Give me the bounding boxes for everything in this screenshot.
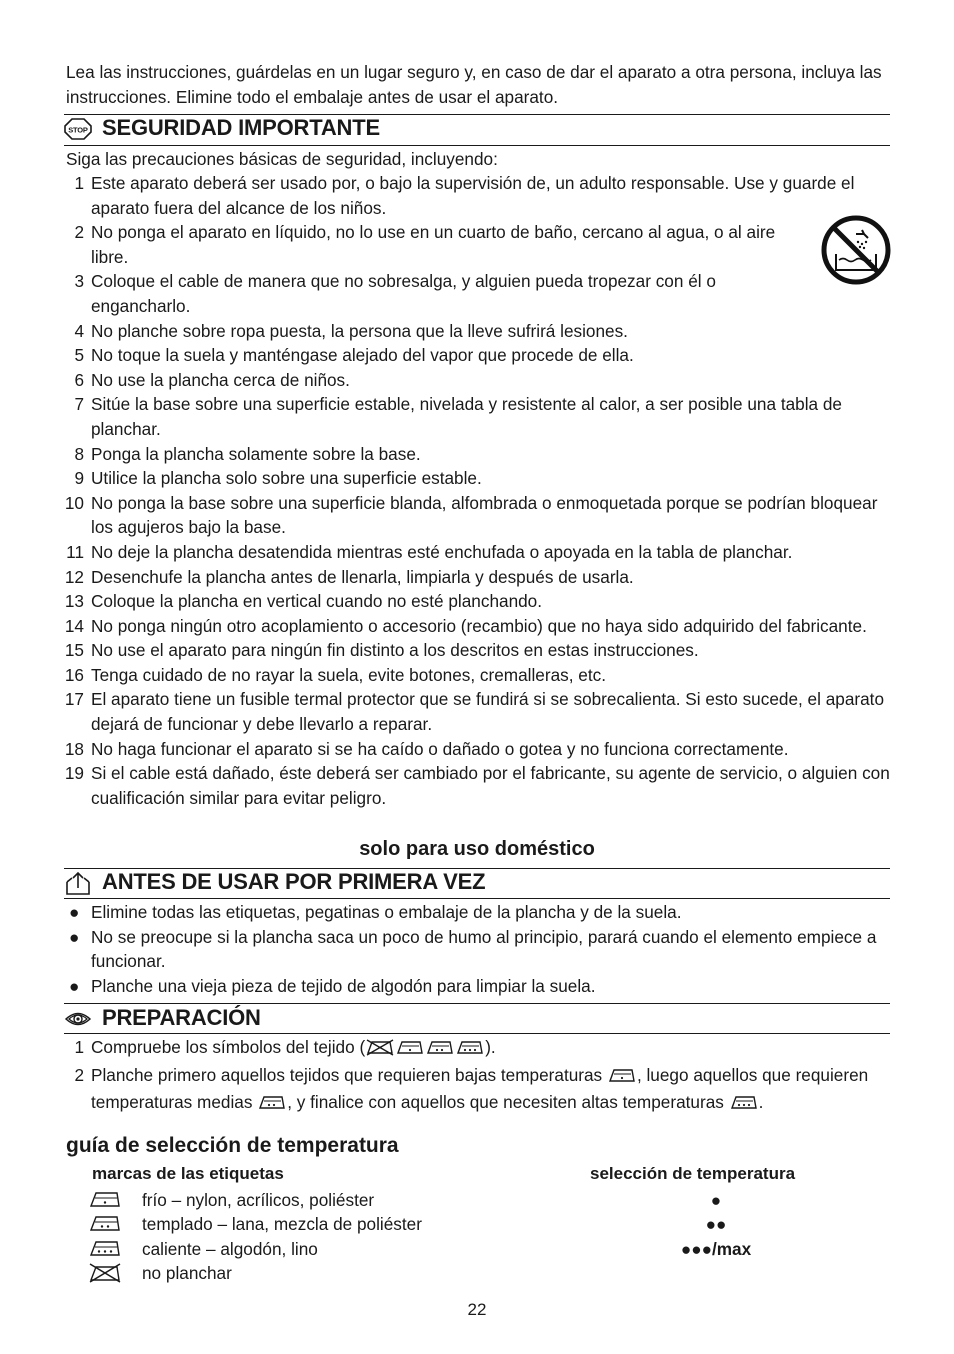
iron-1-dot-icon [607, 1066, 637, 1091]
list-item: ● No se preocupe si la plancha saca un poco de humo al principio, parará cuando el elemento empiece a funcionar. [69, 926, 877, 972]
list-item: 15 No use el aparato para ningún fin distinto a los descritos en estas instrucciones. [64, 640, 699, 661]
list-item: 1 Este aparato deberá ser usado por, o bajo la supervisión de, un adulto responsable. Use y guarde el aparato fuera del alcance de los niños. [74, 173, 855, 218]
eye-icon [64, 1009, 94, 1029]
list-item: 13 Coloque la plancha en vertical cuando no esté planchando. [64, 591, 543, 612]
column-header-marks: marcas de las etiquetas [92, 1164, 284, 1183]
iron-3-dot-icon [88, 1239, 122, 1263]
table-row: caliente – algodón, lino ●●●/max [86, 1237, 846, 1261]
before-first-use-heading-text: ANTES DE USAR POR PRIMERA VEZ [102, 869, 486, 894]
list-item: 5 No toque la suela y manténgase alejado del vapor que procede de ella. [74, 345, 634, 366]
page-number: 22 [467, 1300, 487, 1319]
list-item: 10 No ponga la base sobre una superficie blanda, alfombrada o enmoquetada porque se podrían bloquear los agujeros bajo la base. [64, 492, 878, 538]
list-item: ● Planche una vieja pieza de tejido de algodón para limpiar la suela. [69, 975, 596, 996]
list-item: 19 Si el cable está dañado, éste deberá ser cambiado por el fabricante, su agente de servicio, o alguien con cualificación similar para evitar peligro. [64, 763, 890, 808]
list-item: 3 Coloque el cable de manera que no sobresalga, y alguien pueda tropezar con él o engancharlo. [74, 271, 716, 316]
safety-heading-text: SEGURIDAD IMPORTANTE [102, 115, 380, 140]
iron-3-dot-icon [455, 1038, 485, 1063]
list-item: 14 No ponga ningún otro acoplamiento o accesorio (recambio) que no haya sido adquirido del fabricante. [64, 615, 867, 636]
no-iron-icon [88, 1263, 122, 1289]
safety-lead: Siga las precauciones básicas de seguridad, incluyendo: [66, 149, 498, 169]
iron-2-dot-icon [257, 1093, 287, 1118]
list-item: 9 Utilice la plancha solo sobre una superficie estable. [74, 468, 482, 489]
safety-list [64, 171, 890, 810]
list-item: 12 Desenchufe la plancha antes de llenarla, limpiarla y después de usarla. [64, 566, 634, 587]
list-item: 11 No deje la plancha desatendida mientras esté enchufada o apoyada en la tabla de planchar. [66, 541, 793, 562]
section-rule [64, 1033, 890, 1034]
list-item: 8 Ponga la plancha solamente sobre la base. [74, 443, 421, 464]
table-row: frío – nylon, acrílicos, poliéster ● [86, 1188, 846, 1212]
table-row: templado – lana, mezcla de poliéster ●● [86, 1212, 846, 1236]
column-header-selection: selección de temperatura [590, 1164, 796, 1183]
iron-1-dot-icon [88, 1190, 122, 1214]
domestic-use-note: solo para uso doméstico [359, 838, 595, 860]
iron-2-dot-icon [425, 1038, 455, 1063]
list-item: ● Elimine todas las etiquetas, pegatinas o embalaje de la plancha y de la suela. [69, 902, 682, 922]
iron-3-dot-icon [729, 1093, 759, 1118]
no-water-bath-icon [820, 214, 892, 291]
table-row: no planchar [86, 1261, 846, 1285]
stop-icon [64, 118, 94, 140]
iron-1-dot-icon [395, 1038, 425, 1063]
preparation-list [64, 1035, 890, 1118]
list-item: 4 No planche sobre ropa puesta, la persona que la lleve sufrirá lesiones. [74, 320, 628, 341]
list-item: 1 Compruebe los símbolos del tejido ( ). [64, 1035, 890, 1063]
iron-2-dot-icon [88, 1214, 122, 1238]
before-first-use-heading [64, 868, 485, 896]
list-item: 17 El aparato tiene un fusible termal protector que se fundirá si se sobrecalienta. Si esto sucede, el aparato dejará de funcionar y debe llevarlo a reparar. [64, 689, 884, 735]
stop-icon-text: STOP [68, 125, 88, 135]
section-rule [64, 145, 890, 146]
temp-guide-heading: guía de selección de temperatura [66, 1134, 399, 1157]
list-item: 18 No haga funcionar el aparato si se ha caído o dañado o gotea y no funciona correctamente. [64, 738, 789, 759]
intro-paragraph: Lea las instrucciones, guárdelas en un lugar seguro y, en caso de dar el aparato a otra persona, incluya las instrucciones. Elimine todo el embalaje antes de usar el aparato. [66, 62, 882, 107]
before-first-use-list [64, 900, 890, 998]
list-item: 2 Planche primero aquellos tejidos que requieren bajas temperaturas , luego aquellos que requieren temperaturas medias , y finalice con aquellos que necesiten altas temperaturas . [64, 1063, 890, 1118]
preparation-heading [64, 1004, 261, 1032]
list-item: 6 No use la plancha cerca de niños. [74, 369, 350, 390]
list-item: 2 No ponga el aparato en líquido, no lo use en un cuarto de baño, cercano al agua, o al aire libre. [74, 222, 776, 267]
list-item: 16 Tenga cuidado de no rayar la suela, evite botones, cremalleras, etc. [64, 664, 606, 685]
section-rule [64, 898, 890, 899]
safety-heading [64, 114, 380, 142]
unbox-icon [64, 870, 94, 896]
preparation-heading-text: PREPARACIÓN [102, 1005, 261, 1030]
no-iron-icon [365, 1038, 395, 1063]
list-item: 7 Sitúe la base sobre una superficie estable, nivelada y resistente al calor, a ser posible una tabla de planchar. [74, 394, 842, 439]
